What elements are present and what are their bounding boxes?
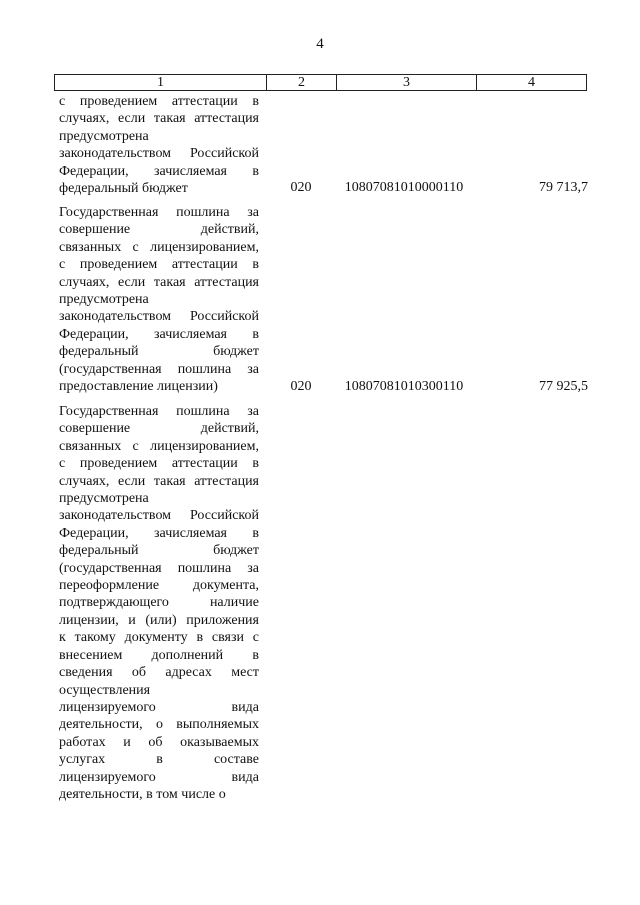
desc-line: Государственная пошлина за [59, 205, 259, 220]
desc-line: федеральный бюджет [59, 344, 259, 360]
desc-line: с проведением аттестации в [59, 456, 259, 472]
desc-line: сведения об адресах мест [59, 665, 259, 681]
desc-line: переоформление документа, [59, 578, 259, 594]
desc-line: Федерации, зачисляемая в [59, 163, 259, 179]
desc-line: (государственная пошлина за [59, 560, 259, 576]
desc-line: Федерации, зачисляемая в [59, 326, 259, 342]
header-col-2: 2 [267, 75, 337, 90]
desc-line: предусмотрена [59, 128, 149, 144]
row-amount: 77 925,5 [539, 379, 588, 394]
desc-line: лицензируемого вида [59, 699, 259, 715]
table-header [54, 74, 587, 91]
desc-line: деятельности, в том числе о [59, 786, 226, 802]
row-description [59, 204, 259, 395]
desc-line: лицензируемого вида [59, 769, 259, 785]
desc-line: законодательством Российской [59, 508, 259, 524]
desc-line: предусмотрена [59, 292, 149, 308]
row-amount: 79 713,7 [539, 180, 588, 195]
row-kbk: 10807081010000110 [344, 180, 464, 195]
desc-line: совершение действий, [59, 222, 259, 238]
desc-line: Государственная пошлина за [59, 404, 259, 419]
desc-line: случаях, если такая аттестация [59, 111, 259, 127]
header-col-4: 4 [528, 75, 535, 90]
desc-line: с проведением аттестации в [59, 94, 259, 109]
desc-line: с проведением аттестации в [59, 257, 259, 273]
desc-line: лицензии, и (или) приложения [59, 612, 259, 628]
row-description [59, 93, 259, 197]
row-description [59, 403, 259, 803]
desc-line: предоставление лицензии) [59, 379, 218, 395]
desc-line: случаях, если такая аттестация [59, 473, 259, 489]
desc-line: федеральный бюджет [59, 543, 259, 559]
desc-line: совершение действий, [59, 421, 259, 437]
desc-line: случаях, если такая аттестация [59, 274, 259, 290]
desc-line: работах и об оказываемых [59, 734, 259, 750]
desc-line: внесением дополнений в [59, 647, 259, 663]
row-code: 020 [290, 379, 312, 394]
desc-line: Федерации, зачисляемая в [59, 525, 259, 541]
desc-line: законодательством Российской [59, 146, 259, 162]
desc-line: подтверждающего наличие [59, 595, 259, 611]
desc-line: деятельности, о выполняемых [59, 717, 259, 733]
row-code: 020 [290, 180, 312, 195]
desc-line: (государственная пошлина за [59, 361, 259, 377]
desc-line: услугах в составе [59, 752, 259, 768]
desc-line: осуществления [59, 682, 151, 698]
row-kbk: 10807081010300110 [344, 379, 464, 394]
header-col-1: 1 [55, 75, 267, 90]
desc-line: связанных с лицензированием, [59, 438, 259, 454]
desc-line: к такому документу в связи с [59, 630, 259, 646]
header-col-3: 3 [337, 75, 477, 90]
desc-line: федеральный бюджет [59, 181, 188, 197]
page-number: 4 [316, 36, 324, 52]
desc-line: законодательством Российской [59, 309, 259, 325]
desc-line: предусмотрена [59, 491, 149, 507]
desc-line: связанных с лицензированием, [59, 239, 259, 255]
